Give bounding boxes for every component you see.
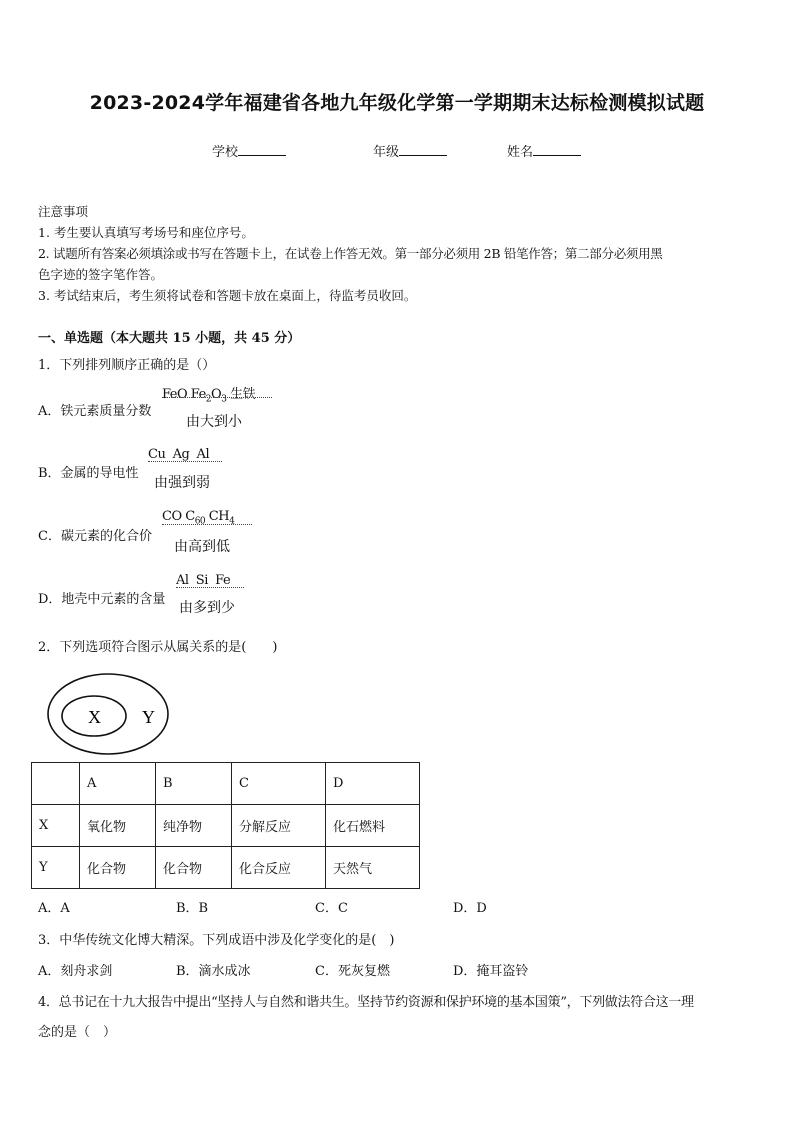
- table-cell: X: [32, 805, 80, 847]
- section-heading: 一、单选题（本大题共 15 小题，共 45 分）: [38, 331, 301, 346]
- table-row: [32, 847, 420, 889]
- q3-stem: 3．中华传统文化博大精深。下列成语中涉及化学变化的是( ): [38, 933, 395, 948]
- q2-option-d[interactable]: D．D: [453, 901, 487, 916]
- school-label: 学校: [212, 145, 239, 160]
- table-row: [32, 805, 420, 847]
- q1-stem: 1．下列排列顺序正确的是（）: [38, 358, 216, 373]
- outer-label-y: Y: [142, 707, 155, 727]
- table-cell: 化合物: [156, 847, 232, 889]
- table-cell: A: [80, 763, 156, 805]
- table-cell: Y: [32, 847, 80, 889]
- q1-option-a-order: 由大到小: [186, 414, 242, 430]
- q2-option-c[interactable]: C．C: [315, 901, 348, 916]
- q3-option-a[interactable]: A．刻舟求剑: [38, 964, 113, 979]
- school-blank[interactable]: [238, 143, 286, 156]
- q3-option-b[interactable]: B．滴水成冰: [176, 964, 251, 979]
- table-cell: 化合反应: [232, 847, 326, 889]
- q3-option-d[interactable]: D．掩耳盗铃: [453, 964, 529, 979]
- q2-table: [31, 762, 420, 889]
- q1-option-d-label: D．地壳中元素的含量: [38, 592, 166, 607]
- name-field[interactable]: [507, 141, 581, 160]
- table-cell: 氧化物: [80, 805, 156, 847]
- notice-heading: 注意事项: [38, 204, 89, 219]
- q1-option-c-arrow: [162, 524, 252, 525]
- q1-option-a-label: A．铁元素质量分数: [38, 404, 152, 419]
- table-cell: 纯净物: [156, 805, 232, 847]
- q1-option-b-arrow: [148, 461, 222, 462]
- q1-option-c-formula: CO $C_{60}$ $CH_4$: [162, 509, 235, 527]
- grade-blank[interactable]: [399, 143, 447, 156]
- table-cell: 化合物: [80, 847, 156, 889]
- notice-item-1: 1. 考生要认真填写考场号和座位序号。: [38, 225, 254, 240]
- q1-option-c-label: C．碳元素的化合价: [38, 529, 152, 544]
- q1-option-c-order: 由高到低: [174, 539, 230, 555]
- q2-option-b[interactable]: B．B: [176, 901, 209, 916]
- q2-option-a[interactable]: A．A: [38, 901, 70, 916]
- q2-stem: 2．下列选项符合图示从属关系的是( ): [38, 640, 278, 655]
- inner-label-x: X: [88, 707, 101, 727]
- notice-item-2: 2. 试题所有答案必须填涂或书写在答题卡上，在试卷上作答无效。第一部分必须用 2B 铅笔作答；第二部分必须用黑: [38, 246, 663, 261]
- q1-option-a-arrow: [162, 397, 272, 398]
- table-cell: [32, 763, 80, 805]
- table-cell: 天然气: [326, 847, 420, 889]
- name-label: 姓名: [507, 145, 534, 160]
- q1-option-b-formula: Cu Ag Al: [148, 447, 210, 462]
- q1-option-d-formula: Al Si Fe: [176, 573, 231, 588]
- q2-venn-diagram: [46, 672, 170, 756]
- q4-stem-line2: 念的是（ ）: [38, 1025, 117, 1040]
- q4-stem-line1: 4．总书记在十九大报告中提出“坚持人与自然和谐共生。坚持节约资源和保护环境的基本国策”，下列做法符合这一理: [38, 995, 694, 1010]
- table-row: [32, 763, 420, 805]
- grade-label: 年级: [373, 145, 400, 160]
- school-field[interactable]: [212, 141, 286, 160]
- q1-option-a-formula: FeO $Fe_2O_3$ 生铁: [162, 387, 256, 405]
- notice-item-2-cont: 色字迹的签字笔作答。: [38, 267, 164, 282]
- table-cell: C: [232, 763, 326, 805]
- q3-option-c[interactable]: C．死灰复燃: [315, 964, 390, 979]
- grade-field[interactable]: [373, 141, 447, 160]
- q1-option-d-order: 由多到少: [179, 600, 235, 616]
- q1-option-b-order: 由强到弱: [154, 475, 210, 491]
- q1-option-b-label: B．金属的导电性: [38, 466, 139, 481]
- name-blank[interactable]: [533, 143, 581, 156]
- page-title: 2023-2024学年福建省各地九年级化学第一学期期末达标检测模拟试题: [89, 92, 705, 114]
- table-cell: 化石燃料: [326, 805, 420, 847]
- table-cell: D: [326, 763, 420, 805]
- table-cell: 分解反应: [232, 805, 326, 847]
- table-cell: B: [156, 763, 232, 805]
- q1-option-d-arrow: [176, 587, 244, 588]
- notice-item-3: 3. 考试结束后，考生须将试卷和答题卡放在桌面上，待监考员收回。: [38, 288, 417, 303]
